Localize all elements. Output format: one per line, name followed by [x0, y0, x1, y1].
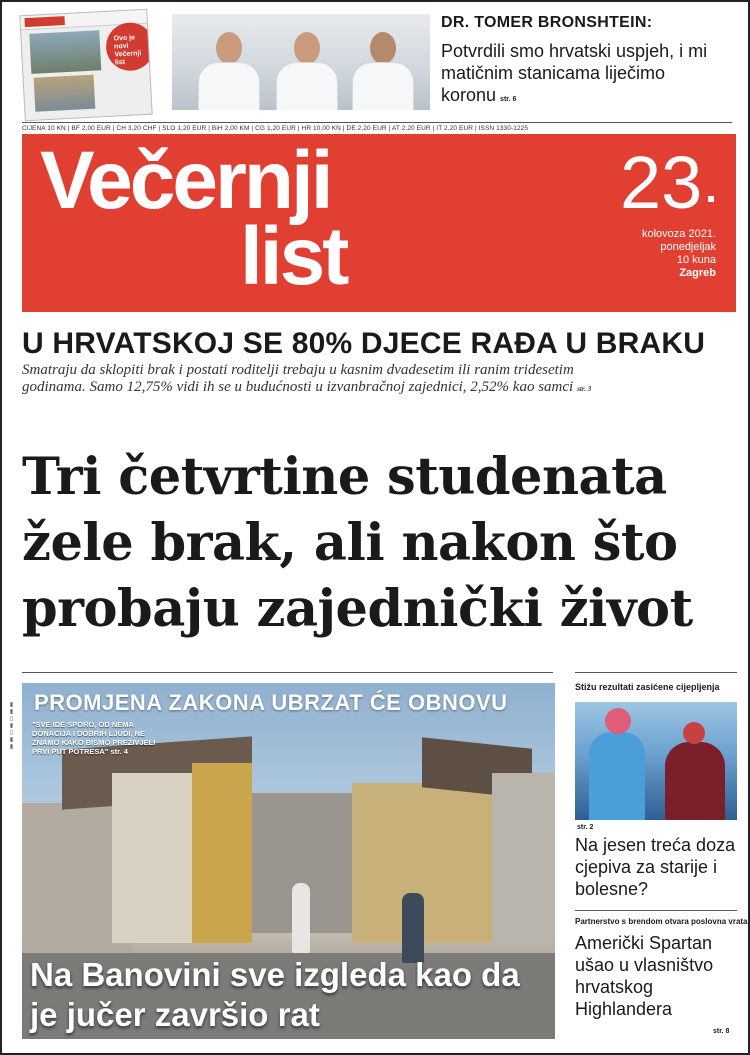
issue-month-year: kolovoza 2021. [642, 228, 716, 240]
main-headline-line: Tri četvrtine studenata [22, 447, 667, 507]
photo-kicker: PROMJENA ZAKONA UBRZAT ĆE OBNOVU [34, 690, 508, 715]
newspaper-thumbnail[interactable] [19, 9, 152, 122]
sidebar-headline[interactable]: Na jesen treća doza cjepiva za starije i bolesne? [575, 835, 736, 899]
person-figure [194, 24, 264, 110]
main-headline-line: žele brak, ali nakon što [22, 513, 678, 573]
logo-vecernji[interactable]: Večernji [40, 135, 331, 226]
main-headline[interactable] [22, 444, 738, 642]
thumbnail-logo [24, 16, 64, 27]
day-dot [708, 196, 714, 202]
patient [665, 742, 725, 820]
health-worker [589, 732, 645, 820]
photo-headline[interactable]: Na Banovini sve izgleda kao da je jučer završio rat [30, 956, 520, 1033]
patient-cap [683, 722, 705, 744]
divider [22, 672, 553, 673]
vaccination-photo [575, 702, 737, 820]
teaser-headline-text: Potvrdili smo hrvatski uspjeh, i mi matičnim stanicama liječimo koronu [441, 41, 708, 105]
scientists-photo [172, 14, 430, 110]
pedestrian [402, 893, 424, 963]
main-headline-line: probaju zajednički život [22, 579, 693, 639]
barcode-text: ▮▮▯▮▯▮▮ [9, 701, 15, 750]
page-ref: str. 8 [713, 1028, 730, 1035]
sidebar-headline[interactable]: Američki Spartan ušao u vlasništvo hrvatskog Highlandera [575, 933, 714, 1019]
page-ref: str. 4 [110, 747, 128, 756]
worker-cap [605, 708, 631, 734]
story-deck [22, 362, 612, 398]
page-ref: str. 6 [500, 96, 517, 103]
teaser-kicker: DR. TOMER BRONSHTEIN: [441, 14, 653, 31]
thumbnail-photo [29, 30, 101, 74]
price-bar: CIJENA 10 KN | BF 2,00 EUR | CH 3,20 CHF | SLO 1,20 EUR | BiH 2,00 KM | CG 1,20 EUR | HR 10,00 KN | DE 2,20 EUR | AT 2,20 EUR | IT 2,20 EUR | ISSN 1330-1225 [22, 122, 732, 135]
person-figure [272, 24, 342, 110]
page-ref: str. 3 [577, 385, 592, 393]
sidebar-label: Partnerstvo s brendom otvara poslovna vrata [575, 917, 748, 926]
photo-quote [32, 720, 162, 756]
issue-city: Zagreb [679, 267, 716, 279]
ruined-building [492, 773, 555, 943]
issue-price: 10 kuna [676, 254, 716, 266]
yellow-facade [192, 763, 252, 943]
sidebar-label: Stižu rezultati zasićene cijepljenja [575, 682, 720, 692]
thumbnail-badge: Ovo je novi Večernji list [105, 21, 153, 71]
divider [575, 910, 737, 911]
issue-weekday: ponedjeljak [660, 241, 716, 253]
story-headline[interactable]: U HRVATSKOJ SE 80% DJECE RAĐA U BRAKU [22, 327, 706, 360]
story-deck-text: Smatraju da sklopiti brak i postati roditelji trebaju u kasnim dvadesetim ili ranim tridesetim godinama. Samo 12,75% vidi ih se u budućnosti u izvanbračnoj zajednici, 2,52% kao samci [22, 362, 574, 395]
divider [575, 672, 737, 673]
issue-day: 23 [620, 141, 703, 224]
page-ref: str. 2 [577, 824, 594, 831]
person-figure [348, 24, 418, 110]
pedestrian [292, 883, 310, 953]
thumbnail-photo [34, 75, 96, 112]
teaser-headline[interactable] [441, 40, 731, 111]
logo-list[interactable]: list [240, 211, 347, 302]
issue-date-block [600, 228, 716, 280]
photo-quote-text: "SVE IDE SPORO, OD NEMA DONACIJA I DOBRIH LJUDI, NE ZNAMO KAKO BISMO PREŽIVJELI PRVI PUT POTRESA" [32, 720, 156, 756]
